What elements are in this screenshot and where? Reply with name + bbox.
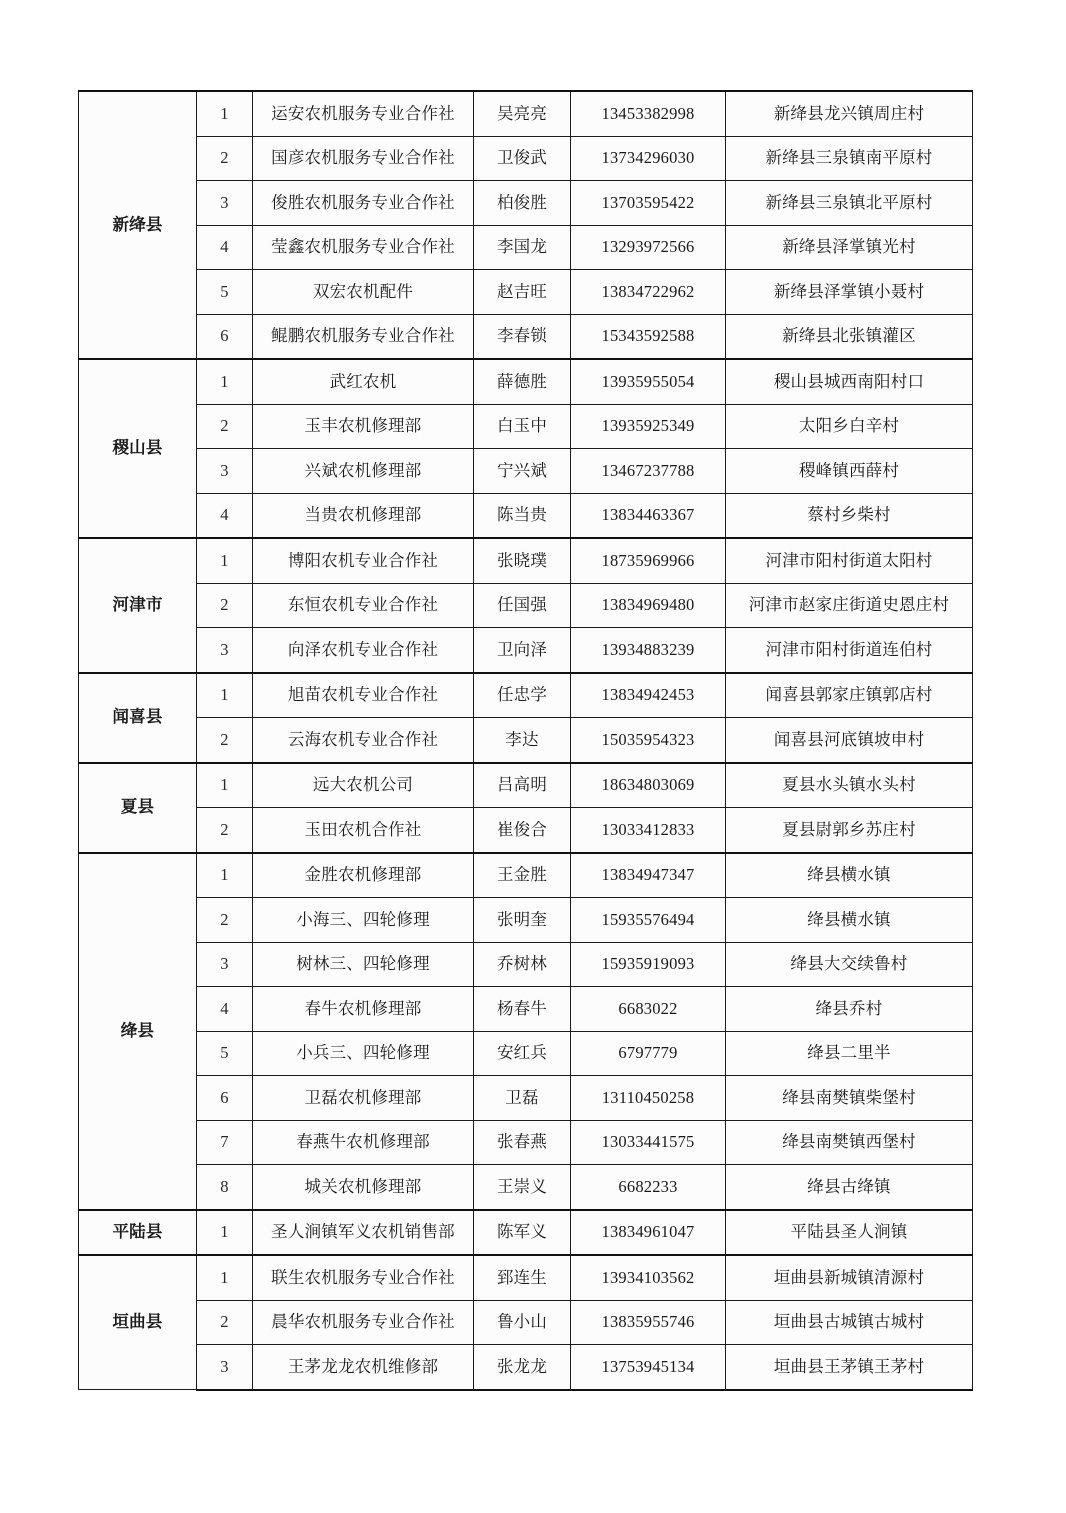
address-cell: 绛县横水镇	[726, 898, 973, 943]
organization-name-cell: 联生农机服务专业合作社	[253, 1255, 474, 1300]
row-index-cell: 2	[197, 1300, 253, 1345]
contact-phone-cell: 15935576494	[571, 898, 726, 943]
contact-phone-cell: 15035954323	[571, 718, 726, 763]
address-cell: 河津市赵家庄街道史恩庄村	[726, 583, 973, 628]
county-name-cell: 新绛县	[79, 91, 197, 359]
row-index-cell: 7	[197, 1120, 253, 1165]
address-cell: 闻喜县河底镇坡申村	[726, 718, 973, 763]
contact-phone-cell: 13834463367	[571, 493, 726, 538]
row-index-cell: 1	[197, 1255, 253, 1300]
organization-name-cell: 东恒农机专业合作社	[253, 583, 474, 628]
row-index-cell: 5	[197, 1031, 253, 1076]
organization-name-cell: 向泽农机专业合作社	[253, 628, 474, 673]
table-row	[79, 1120, 973, 1165]
contact-person-cell: 张明奎	[474, 898, 571, 943]
table-row	[79, 493, 973, 538]
contact-person-cell: 宁兴斌	[474, 449, 571, 494]
organization-name-cell: 城关农机修理部	[253, 1165, 474, 1210]
organization-name-cell: 旭苗农机专业合作社	[253, 673, 474, 718]
agricultural-machinery-roster-table	[78, 90, 973, 1391]
organization-name-cell: 云海农机专业合作社	[253, 718, 474, 763]
organization-name-cell: 远大农机公司	[253, 763, 474, 808]
table-row	[79, 583, 973, 628]
organization-name-cell: 莹鑫农机服务专业合作社	[253, 225, 474, 270]
organization-name-cell: 鲲鹏农机服务专业合作社	[253, 314, 474, 359]
table-row	[79, 1210, 973, 1256]
county-name-cell: 河津市	[79, 538, 197, 673]
row-index-cell: 3	[197, 181, 253, 226]
table-row	[79, 1300, 973, 1345]
table-row	[79, 898, 973, 943]
table-row	[79, 987, 973, 1032]
organization-name-cell: 兴斌农机修理部	[253, 449, 474, 494]
contact-person-cell: 陈军义	[474, 1210, 571, 1256]
contact-phone-cell: 6682233	[571, 1165, 726, 1210]
table-row	[79, 449, 973, 494]
roster-table-container	[78, 90, 972, 1391]
table-row	[79, 225, 973, 270]
address-cell: 绛县大交续鲁村	[726, 942, 973, 987]
address-cell: 绛县乔村	[726, 987, 973, 1032]
table-row	[79, 404, 973, 449]
contact-phone-cell: 13834722962	[571, 270, 726, 315]
contact-person-cell: 吕高明	[474, 763, 571, 808]
contact-person-cell: 任忠学	[474, 673, 571, 718]
row-index-cell: 6	[197, 314, 253, 359]
table-row	[79, 1076, 973, 1121]
contact-phone-cell: 15343592588	[571, 314, 726, 359]
table-row	[79, 538, 973, 583]
organization-name-cell: 玉丰农机修理部	[253, 404, 474, 449]
county-name-cell: 稷山县	[79, 359, 197, 538]
table-row	[79, 1345, 973, 1390]
table-row	[79, 718, 973, 763]
row-index-cell: 1	[197, 359, 253, 404]
table-row	[79, 1255, 973, 1300]
address-cell: 蔡村乡柴村	[726, 493, 973, 538]
contact-phone-cell: 18735969966	[571, 538, 726, 583]
contact-person-cell: 张春燕	[474, 1120, 571, 1165]
contact-phone-cell: 13453382998	[571, 91, 726, 136]
contact-phone-cell: 13835955746	[571, 1300, 726, 1345]
organization-name-cell: 春牛农机修理部	[253, 987, 474, 1032]
address-cell: 新绛县龙兴镇周庄村	[726, 91, 973, 136]
row-index-cell: 3	[197, 449, 253, 494]
row-index-cell: 2	[197, 404, 253, 449]
contact-phone-cell: 13934103562	[571, 1255, 726, 1300]
address-cell: 夏县水头镇水头村	[726, 763, 973, 808]
address-cell: 绛县南樊镇西堡村	[726, 1120, 973, 1165]
organization-name-cell: 圣人涧镇军义农机销售部	[253, 1210, 474, 1256]
contact-person-cell: 崔俊合	[474, 808, 571, 853]
address-cell: 新绛县三泉镇北平原村	[726, 181, 973, 226]
address-cell: 闻喜县郭家庄镇郭店村	[726, 673, 973, 718]
row-index-cell: 4	[197, 493, 253, 538]
organization-name-cell: 俊胜农机服务专业合作社	[253, 181, 474, 226]
organization-name-cell: 运安农机服务专业合作社	[253, 91, 474, 136]
address-cell: 绛县横水镇	[726, 853, 973, 898]
contact-phone-cell: 18634803069	[571, 763, 726, 808]
contact-phone-cell: 13467237788	[571, 449, 726, 494]
contact-phone-cell: 13834969480	[571, 583, 726, 628]
row-index-cell: 4	[197, 987, 253, 1032]
contact-person-cell: 柏俊胜	[474, 181, 571, 226]
table-row	[79, 853, 973, 898]
organization-name-cell: 国彦农机服务专业合作社	[253, 136, 474, 181]
contact-person-cell: 李国龙	[474, 225, 571, 270]
contact-person-cell: 李达	[474, 718, 571, 763]
contact-person-cell: 王金胜	[474, 853, 571, 898]
table-row	[79, 270, 973, 315]
contact-person-cell: 张龙龙	[474, 1345, 571, 1390]
contact-person-cell: 李春锁	[474, 314, 571, 359]
contact-person-cell: 安红兵	[474, 1031, 571, 1076]
address-cell: 垣曲县新城镇清源村	[726, 1255, 973, 1300]
county-name-cell: 闻喜县	[79, 673, 197, 763]
address-cell: 稷峰镇西薛村	[726, 449, 973, 494]
row-index-cell: 2	[197, 808, 253, 853]
organization-name-cell: 王茅龙龙农机维修部	[253, 1345, 474, 1390]
contact-phone-cell: 13033441575	[571, 1120, 726, 1165]
address-cell: 平陆县圣人涧镇	[726, 1210, 973, 1256]
organization-name-cell: 小海三、四轮修理	[253, 898, 474, 943]
row-index-cell: 2	[197, 718, 253, 763]
contact-person-cell: 任国强	[474, 583, 571, 628]
address-cell: 垣曲县王茅镇王茅村	[726, 1345, 973, 1390]
row-index-cell: 1	[197, 91, 253, 136]
county-name-cell: 平陆县	[79, 1210, 197, 1256]
address-cell: 新绛县三泉镇南平原村	[726, 136, 973, 181]
contact-phone-cell: 13033412833	[571, 808, 726, 853]
address-cell: 新绛县泽掌镇光村	[726, 225, 973, 270]
contact-person-cell: 鲁小山	[474, 1300, 571, 1345]
contact-person-cell: 薛德胜	[474, 359, 571, 404]
organization-name-cell: 玉田农机合作社	[253, 808, 474, 853]
contact-person-cell: 卫俊武	[474, 136, 571, 181]
table-row	[79, 181, 973, 226]
contact-person-cell: 郅连生	[474, 1255, 571, 1300]
organization-name-cell: 博阳农机专业合作社	[253, 538, 474, 583]
table-row	[79, 628, 973, 673]
table-row	[79, 136, 973, 181]
contact-phone-cell: 13834961047	[571, 1210, 726, 1256]
contact-phone-cell: 13703595422	[571, 181, 726, 226]
row-index-cell: 6	[197, 1076, 253, 1121]
organization-name-cell: 双宏农机配件	[253, 270, 474, 315]
contact-person-cell: 王崇义	[474, 1165, 571, 1210]
table-row	[79, 359, 973, 404]
table-body	[79, 91, 973, 1390]
contact-phone-cell: 13935925349	[571, 404, 726, 449]
row-index-cell: 1	[197, 763, 253, 808]
table-row	[79, 942, 973, 987]
contact-phone-cell: 13834947347	[571, 853, 726, 898]
organization-name-cell: 春燕牛农机修理部	[253, 1120, 474, 1165]
row-index-cell: 2	[197, 136, 253, 181]
contact-phone-cell: 6683022	[571, 987, 726, 1032]
row-index-cell: 2	[197, 898, 253, 943]
contact-phone-cell: 13110450258	[571, 1076, 726, 1121]
contact-person-cell: 杨春牛	[474, 987, 571, 1032]
contact-phone-cell: 6797779	[571, 1031, 726, 1076]
contact-phone-cell: 13753945134	[571, 1345, 726, 1390]
contact-person-cell: 赵吉旺	[474, 270, 571, 315]
table-row	[79, 1165, 973, 1210]
address-cell: 河津市阳村街道太阳村	[726, 538, 973, 583]
contact-phone-cell: 15935919093	[571, 942, 726, 987]
contact-person-cell: 白玉中	[474, 404, 571, 449]
contact-phone-cell: 13934883239	[571, 628, 726, 673]
row-index-cell: 8	[197, 1165, 253, 1210]
organization-name-cell: 树林三、四轮修理	[253, 942, 474, 987]
address-cell: 稷山县城西南阳村口	[726, 359, 973, 404]
county-name-cell: 绛县	[79, 853, 197, 1210]
row-index-cell: 1	[197, 538, 253, 583]
address-cell: 绛县古绛镇	[726, 1165, 973, 1210]
address-cell: 绛县二里半	[726, 1031, 973, 1076]
address-cell: 垣曲县古城镇古城村	[726, 1300, 973, 1345]
contact-phone-cell: 13935955054	[571, 359, 726, 404]
table-row	[79, 1031, 973, 1076]
table-row	[79, 763, 973, 808]
contact-phone-cell: 13293972566	[571, 225, 726, 270]
row-index-cell: 1	[197, 1210, 253, 1256]
organization-name-cell: 卫磊农机修理部	[253, 1076, 474, 1121]
county-name-cell: 夏县	[79, 763, 197, 853]
address-cell: 太阳乡白辛村	[726, 404, 973, 449]
contact-phone-cell: 13734296030	[571, 136, 726, 181]
row-index-cell: 4	[197, 225, 253, 270]
organization-name-cell: 金胜农机修理部	[253, 853, 474, 898]
address-cell: 绛县南樊镇柴堡村	[726, 1076, 973, 1121]
row-index-cell: 3	[197, 628, 253, 673]
contact-person-cell: 卫向泽	[474, 628, 571, 673]
contact-phone-cell: 13834942453	[571, 673, 726, 718]
address-cell: 新绛县泽掌镇小聂村	[726, 270, 973, 315]
table-row	[79, 314, 973, 359]
organization-name-cell: 当贵农机修理部	[253, 493, 474, 538]
address-cell: 河津市阳村街道连伯村	[726, 628, 973, 673]
row-index-cell: 3	[197, 1345, 253, 1390]
organization-name-cell: 武红农机	[253, 359, 474, 404]
row-index-cell: 3	[197, 942, 253, 987]
row-index-cell: 5	[197, 270, 253, 315]
table-row	[79, 91, 973, 136]
county-name-cell: 垣曲县	[79, 1255, 197, 1390]
contact-person-cell: 乔树林	[474, 942, 571, 987]
row-index-cell: 2	[197, 583, 253, 628]
row-index-cell: 1	[197, 853, 253, 898]
table-row	[79, 808, 973, 853]
contact-person-cell: 卫磊	[474, 1076, 571, 1121]
contact-person-cell: 吴亮亮	[474, 91, 571, 136]
contact-person-cell: 张晓璞	[474, 538, 571, 583]
organization-name-cell: 小兵三、四轮修理	[253, 1031, 474, 1076]
row-index-cell: 1	[197, 673, 253, 718]
contact-person-cell: 陈当贵	[474, 493, 571, 538]
address-cell: 新绛县北张镇灌区	[726, 314, 973, 359]
organization-name-cell: 晨华农机服务专业合作社	[253, 1300, 474, 1345]
table-row	[79, 673, 973, 718]
address-cell: 夏县尉郭乡苏庄村	[726, 808, 973, 853]
